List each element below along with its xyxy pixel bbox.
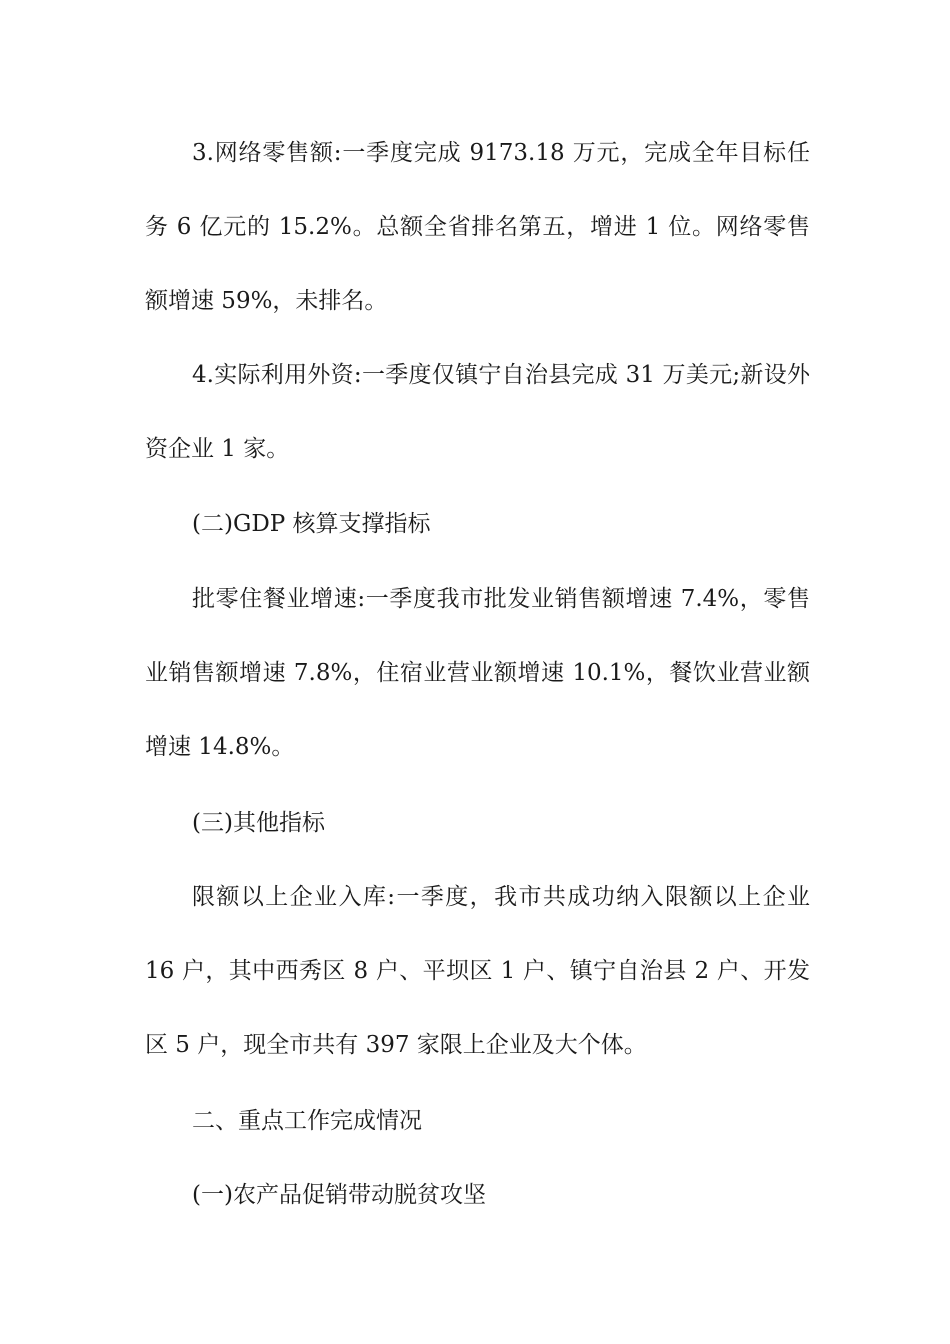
paragraph-online-retail: 3.网络零售额:一季度完成 9173.18 万元，完成全年目标任务 6 亿元的 15.2%。总额全省排名第五，增进 1 位。网络零售额增速 59%，未排名。: [145, 140, 810, 314]
section-heading-other-indicators: (三)其他指标: [192, 810, 325, 836]
section-heading-gdp-indicators: (二)GDP 核算支撑指标: [192, 511, 431, 537]
paragraph-foreign-investment: 4.实际利用外资:一季度仅镇宁自治县完成 31 万美元;新设外资企业 1 家。: [145, 362, 810, 462]
section-heading-key-work: 二、重点工作完成情况: [192, 1108, 422, 1134]
paragraph-enterprise-registration: 限额以上企业入库:一季度，我市共成功纳入限额以上企业 16 户，其中西秀区 8 户、平坝区 1 户、镇宁自治县 2 户、开发区 5 户，现全市共有 397 家限上企业及大个体。: [145, 884, 810, 1058]
paragraph-wholesale-retail-growth: 批零住餐业增速:一季度我市批发业销售额增速 7.4%，零售业销售额增速 7.8%，住宿业营业额增速 10.1%，餐饮业营业额增速 14.8%。: [145, 586, 810, 760]
section-heading-agri-promotion: (一)农产品促销带动脱贫攻坚: [192, 1182, 486, 1208]
